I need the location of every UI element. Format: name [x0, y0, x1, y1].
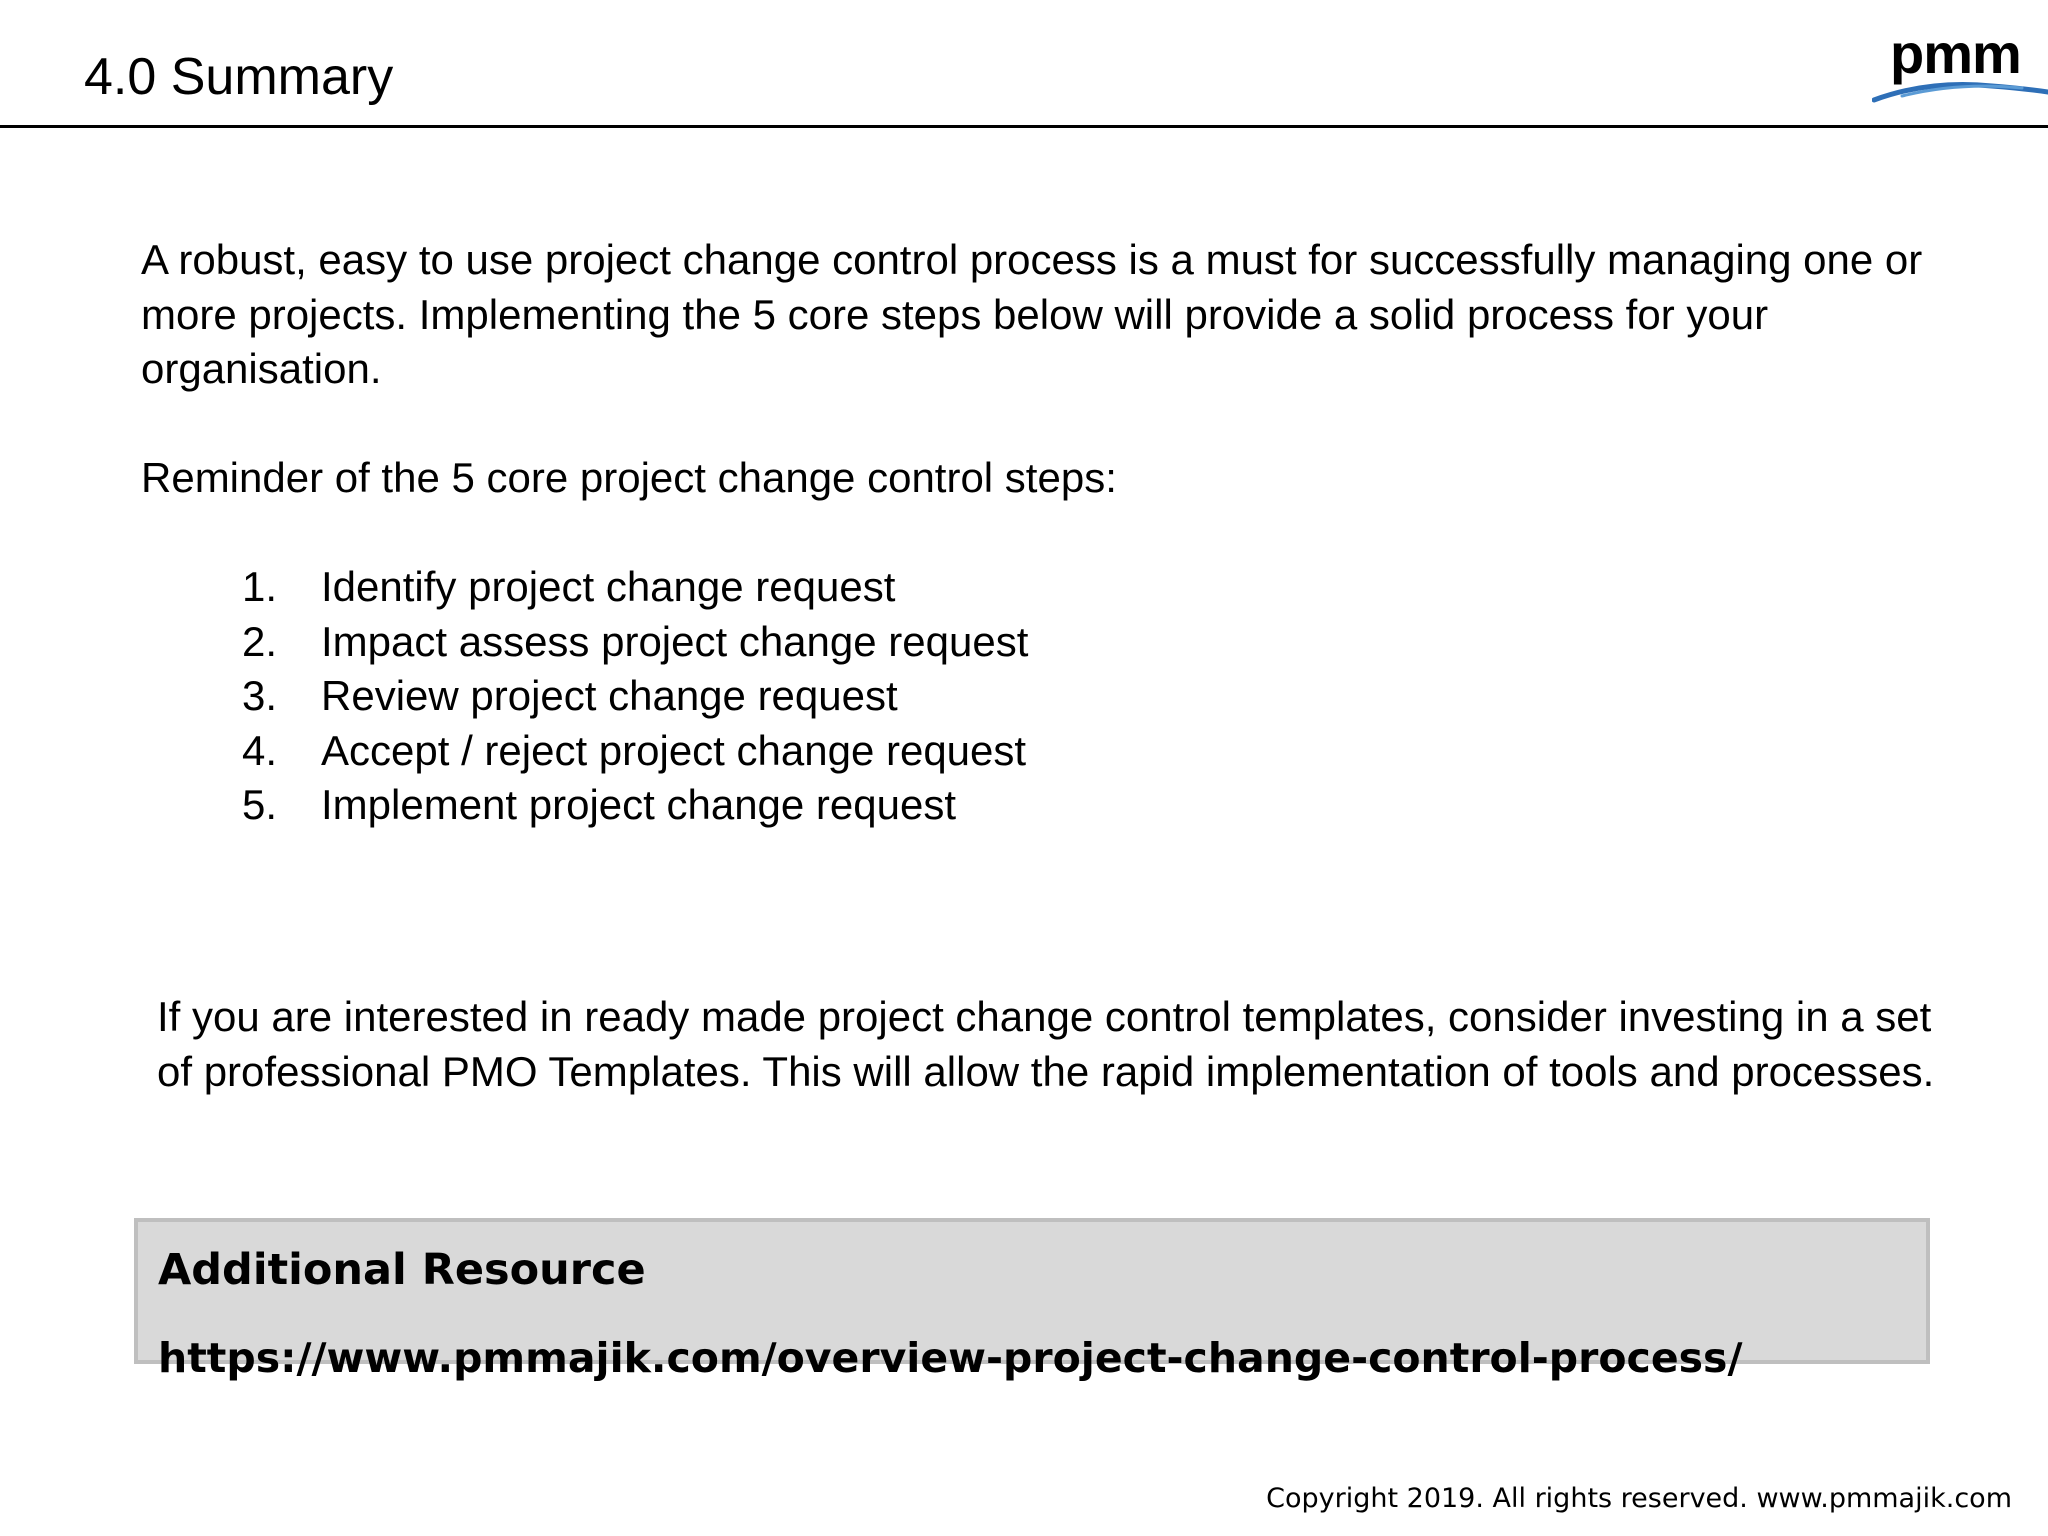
additional-resource-box: [134, 1218, 1930, 1382]
intro-paragraph: A robust, easy to use project change control process is a must for successfully managing one or more projects. Implementing the 5 core steps below will provide a solid process for your organisation.: [141, 236, 1923, 392]
step-item: [242, 615, 1028, 670]
step-label: Review project change request: [321, 672, 898, 719]
step-item: [242, 778, 1028, 833]
header-divider: [0, 125, 2048, 128]
step-item: [242, 724, 1028, 779]
logo-text: pmm: [1890, 22, 2021, 85]
step-number: 5.: [242, 781, 278, 828]
step-label: Identify project change request: [321, 563, 896, 610]
step-number: 3.: [242, 672, 278, 719]
steps-list: [242, 560, 1028, 833]
resource-link[interactable]: https://www.pmmajik.com/overview-project-change-control-process/: [158, 1334, 1743, 1382]
resource-title: Additional Resource: [158, 1245, 646, 1295]
step-number: 1.: [242, 563, 278, 610]
slide-title: 4.0 Summary: [84, 48, 394, 106]
copyright-notice: Copyright 2019. All rights reserved. www.pmmajik.com: [1266, 1483, 2012, 1514]
step-label: Impact assess project change request: [321, 617, 1029, 665]
step-label: Accept / reject project change request: [321, 726, 1027, 774]
step-item: [242, 669, 1028, 724]
pmm-logo: [1872, 22, 2048, 106]
logo-wave-icon: [1872, 74, 2048, 104]
step-item: [242, 560, 1028, 615]
steps-heading: Reminder of the 5 core project change control steps:: [141, 454, 1117, 501]
step-number: 2.: [242, 617, 278, 665]
templates-paragraph: If you are interested in ready made project change control templates, consider investing in a set of professional PMO Templates. This will allow the rapid implementation of tools and processes.: [157, 993, 1935, 1095]
step-label: Implement project change request: [321, 781, 957, 828]
step-number: 4.: [242, 726, 278, 774]
